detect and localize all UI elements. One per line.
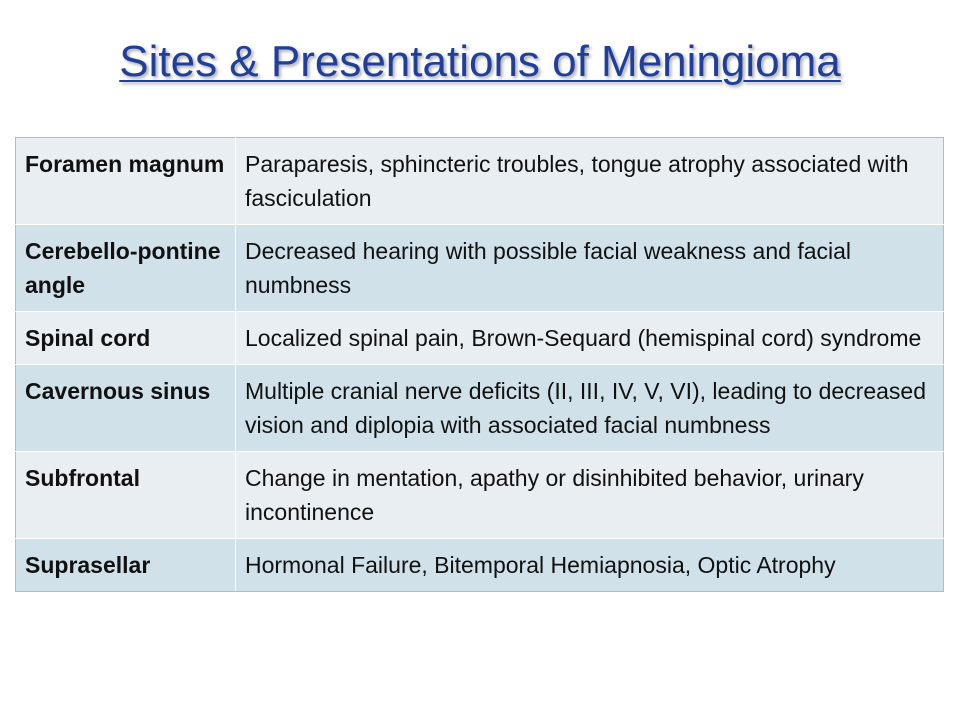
slide-title: Sites & Presentations of Meningioma: [119, 37, 841, 86]
table-row: [16, 225, 944, 312]
table-row: [16, 312, 944, 365]
table-row: [16, 539, 944, 592]
presentation-cell: Decreased hearing with possible facial weakness and facial numbness: [236, 225, 944, 312]
table-row: [16, 365, 944, 452]
table-row: [16, 138, 944, 225]
presentation-cell: Multiple cranial nerve deficits (II, III, IV, V, VI), leading to decreased vision and diplopia with associated facial numbness: [236, 365, 944, 452]
presentation-cell: Localized spinal pain, Brown-Sequard (hemispinal cord) syndrome: [236, 312, 944, 365]
site-cell: Cerebello-pontine angle: [16, 225, 236, 312]
site-cell: Foramen magnum: [16, 138, 236, 225]
site-cell: Spinal cord: [16, 312, 236, 365]
meningioma-table: [15, 137, 944, 592]
site-cell: Cavernous sinus: [16, 365, 236, 452]
site-cell: Suprasellar: [16, 539, 236, 592]
presentation-cell: Paraparesis, sphincteric troubles, tongue atrophy associated with fasciculation: [236, 138, 944, 225]
table-row: [16, 452, 944, 539]
presentation-cell: Change in mentation, apathy or disinhibited behavior, urinary incontinence: [236, 452, 944, 539]
presentation-cell: Hormonal Failure, Bitemporal Hemiapnosia, Optic Atrophy: [236, 539, 944, 592]
site-cell: Subfrontal: [16, 452, 236, 539]
